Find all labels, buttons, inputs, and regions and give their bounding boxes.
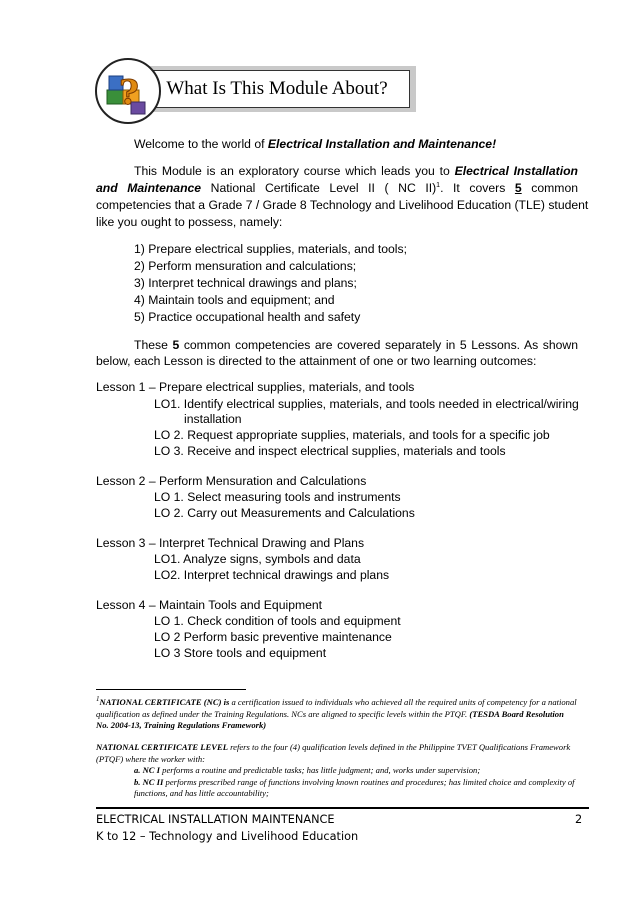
learning-outcome: LO 1. Select measuring tools and instruments [154, 490, 401, 504]
footnote-nc-def1: a certification issued to individuals who achieved all the required units of competency for a national [229, 697, 577, 707]
module-description-line1 [96, 163, 578, 181]
learning-outcome: LO1. Analyze signs, symbols and data [154, 552, 361, 566]
learning-outcome: LO1. Identify electrical supplies, materials, and tools needed in electrical/wiring [154, 397, 579, 411]
footnote-ncl-term: NATIONAL CERTIFICATE LEVEL [96, 742, 228, 752]
svg-text:?: ? [119, 73, 139, 113]
question-module-icon [95, 58, 161, 124]
competency-item: 2) Perform mensuration and calculations; [134, 259, 357, 273]
footnote-level-b-text2: functions, and has little accountability; [134, 788, 269, 798]
footnote-nc [96, 697, 582, 732]
lesson-title: Lesson 2 – Perform Mensuration and Calculations [96, 474, 367, 488]
lessons-intro-line2: below, each Lesson is directed to the attainment of one or two learning outcomes: [96, 354, 537, 368]
desc-text-d: common [521, 181, 579, 195]
question-puzzle-icon [97, 60, 159, 122]
learning-outcome-continued: installation [184, 412, 242, 426]
learning-outcome: LO 2. Request appropriate supplies, materials, and tools for a specific job [154, 428, 550, 442]
footnote-level-a-label: a. NC I [134, 765, 161, 775]
footnote-number: 1 [96, 695, 100, 704]
desc-text-c: . It covers [440, 181, 515, 195]
footnote-ncl-def1: refers to the four (4) qualification levels defined in the Philippine TVET Qualifications Framework [227, 742, 571, 752]
footnote-divider [96, 689, 246, 690]
module-description-line3: competencies that a Grade 7 / Grade 8 Technology and Livelihood Education (TLE) student [96, 198, 589, 212]
desc-text-b: National Certificate Level II ( NC II) [201, 181, 437, 195]
lessons-intro-b: common competencies are covered separately in 5 Lessons. As shown [179, 338, 578, 352]
competency-count: 5 [514, 181, 522, 195]
learning-outcome: LO 2. Carry out Measurements and Calculations [154, 506, 415, 520]
desc-emphasis-1: Electrical Installation [454, 164, 578, 178]
learning-outcome: LO 1. Check condition of tools and equipment [154, 614, 401, 628]
footnote-ncl-def2: (PTQF) where the worker with: [96, 753, 205, 764]
footnote-marker: 1 [436, 181, 441, 189]
module-description-line4: like you ought to possess, namely: [96, 215, 283, 229]
lesson-title: Lesson 4 – Maintain Tools and Equipment [96, 598, 323, 612]
footer-divider [96, 807, 589, 809]
footnote-nc-ref1: (TESDA Board Resolution [469, 708, 564, 719]
lessons-intro-a: These [134, 338, 173, 352]
desc-emphasis-2: and Maintenance [96, 181, 202, 195]
lesson-title: Lesson 3 – Interpret Technical Drawing and Plans [96, 536, 365, 550]
footnote-level-a-text: performs a routine and predictable tasks; has little judgment; and, works under supervision; [160, 765, 481, 775]
footnote-nc-def2: qualification as defined under the Training Regulations. NCs are aligned to specific levels within the PTQF. [96, 708, 470, 719]
competency-item: 1) Prepare electrical supplies, materials, and tools; [134, 242, 407, 256]
welcome-emphasis: Electrical Installation and Maintenance! [267, 137, 497, 151]
learning-outcome: LO 3 Store tools and equipment [154, 646, 327, 660]
header-banner [144, 70, 410, 108]
learning-outcome: LO2. Interpret technical drawings and plans [154, 568, 390, 582]
welcome-text: Welcome to the world of [134, 137, 268, 151]
learning-outcome: LO 3. Receive and inspect electrical supplies, materials and tools [154, 444, 506, 458]
competency-item: 5) Practice occupational health and safety [134, 310, 361, 324]
competency-item: 3) Interpret technical drawings and plans; [134, 276, 357, 290]
module-description-line2 [96, 180, 578, 198]
welcome-line [134, 137, 496, 151]
footnote-ncl [96, 742, 582, 800]
footnote-nc-term: NATIONAL CERTIFICATE (NC) is [99, 697, 230, 707]
lessons-competency-count: 5 [172, 338, 180, 352]
footnote-level-b-label: b. NC II [134, 776, 164, 787]
page-title: What Is This Module About? [166, 78, 388, 99]
competency-item: 4) Maintain tools and equipment; and [134, 293, 335, 307]
footer-module-name: ELECTRICAL INSTALLATION MAINTENANCE [96, 813, 335, 826]
footnote-nc-ref2: No. 2004-13, Training Regulations Framework) [96, 720, 267, 730]
learning-outcome: LO 2 Perform basic preventive maintenance [154, 630, 392, 644]
lesson-title: Lesson 1 – Prepare electrical supplies, materials, and tools [96, 380, 415, 394]
page-number: 2 [575, 813, 583, 826]
footer-curriculum: K to 12 – Technology and Livelihood Education [96, 830, 359, 843]
desc-text-a: This Module is an exploratory course which leads you to [134, 164, 455, 178]
footnote-level-b-text: performs prescribed range of functions involving known routines and procedures; has limited choice and complexity of [163, 776, 575, 787]
lessons-intro-line1 [96, 337, 578, 355]
